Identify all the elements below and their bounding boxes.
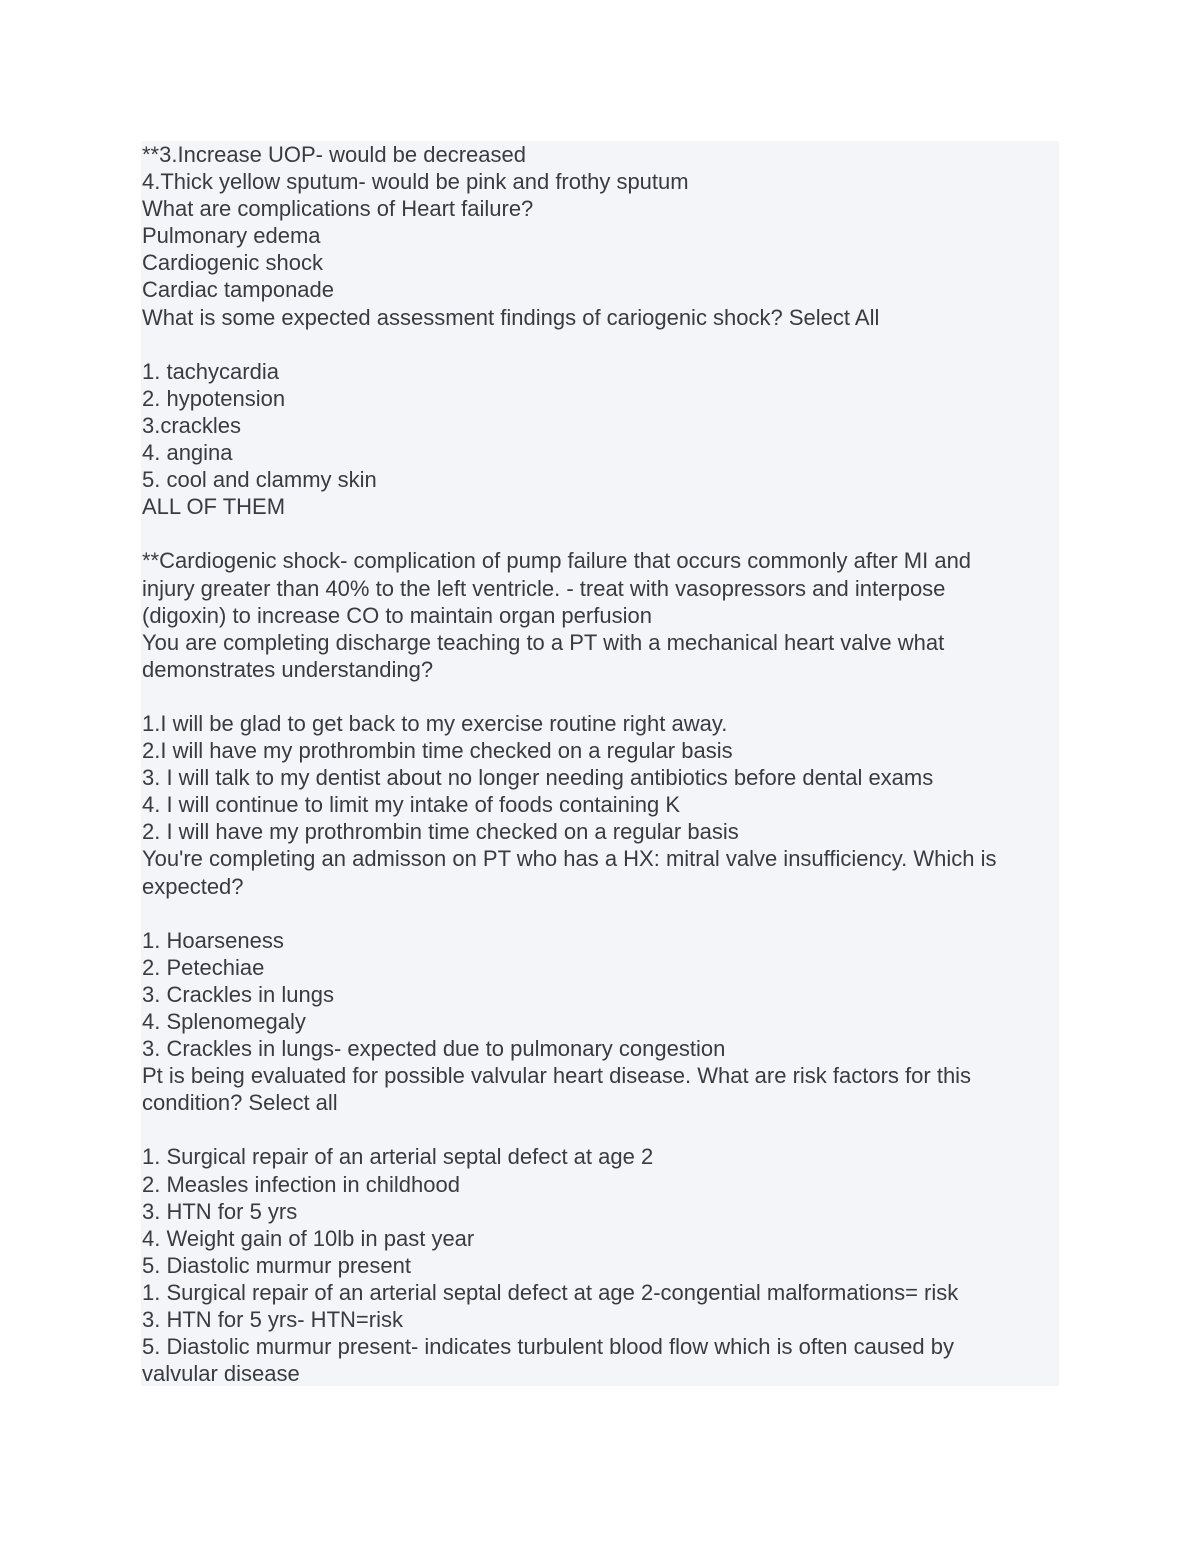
- blank-line: [142, 1116, 1058, 1143]
- answer-line: valvular disease: [142, 1361, 300, 1387]
- list-item: 5. cool and clammy skin: [142, 467, 377, 493]
- answer-line: 3. Crackles in lungs- expected due to pulmonary congestion: [142, 1036, 726, 1062]
- answer-line: 5. Diastolic murmur present- indicates turbulent blood flow which is often caused by: [142, 1334, 954, 1360]
- list-item: 3. I will talk to my dentist about no longer needing antibiotics before dental exams: [142, 765, 934, 791]
- list-item: 4. Weight gain of 10lb in past year: [142, 1225, 475, 1251]
- list-item: 3.crackles: [142, 412, 242, 438]
- list-item: 1. Hoarseness: [142, 927, 284, 953]
- question-heading: What is some expected assessment findings of cariogenic shock? Select All: [142, 304, 880, 330]
- question-heading: Pt is being evaluated for possible valvular heart disease. What are risk factors for this: [142, 1063, 972, 1089]
- question-heading: You're completing an admisson on PT who has a HX: mitral valve insufficiency. Which is: [142, 846, 997, 872]
- list-item: 4. I will continue to limit my intake of foods containing K: [142, 792, 681, 818]
- list-item: 5. Diastolic murmur present: [142, 1252, 411, 1278]
- list-item: 3. Crackles in lungs: [142, 981, 334, 1007]
- list-item: 2. Measles infection in childhood: [142, 1171, 460, 1197]
- list-item: 1. Surgical repair of an arterial septal defect at age 2: [142, 1144, 654, 1170]
- question-heading: demonstrates understanding?: [142, 656, 434, 682]
- list-item: Cardiac tamponade: [142, 277, 335, 303]
- text-line: injury greater than 40% to the left ventricle. - treat with vasopressors and interpose: [142, 575, 946, 601]
- question-heading: What are complications of Heart failure?: [142, 196, 534, 222]
- list-item: 2. Petechiae: [142, 954, 265, 980]
- question-heading: condition? Select all: [142, 1090, 338, 1116]
- answer-line: ALL OF THEM: [142, 494, 286, 520]
- text-line: **3.Increase UOP- would be decreased: [142, 142, 526, 167]
- list-item: 2. hypotension: [142, 385, 286, 411]
- list-item: Pulmonary edema: [142, 223, 321, 249]
- answer-line: 1. Surgical repair of an arterial septal defect at age 2-congential malformations= risk: [142, 1279, 959, 1305]
- blank-line: [142, 520, 1058, 547]
- text-line: 4.Thick yellow sputum- would be pink and frothy sputum: [142, 169, 689, 195]
- list-item: 1. tachycardia: [142, 358, 279, 384]
- answer-line: 2. I will have my prothrombin time checked on a regular basis: [142, 819, 739, 845]
- list-item: 4. angina: [142, 440, 233, 466]
- document-text-body: [142, 141, 1058, 1387]
- blank-line: [142, 683, 1058, 710]
- list-item: 1.I will be glad to get back to my exercise routine right away.: [142, 710, 728, 736]
- list-item: 2.I will have my prothrombin time checked on a regular basis: [142, 738, 733, 764]
- question-heading: You are completing discharge teaching to a PT with a mechanical heart valve what: [142, 629, 945, 655]
- answer-line: 3. HTN for 5 yrs- HTN=risk: [142, 1307, 403, 1333]
- list-item: 3. HTN for 5 yrs: [142, 1198, 298, 1224]
- list-item: 4. Splenomegaly: [142, 1009, 306, 1034]
- blank-line: [142, 900, 1058, 927]
- text-line: **Cardiogenic shock- complication of pump failure that occurs commonly after MI and: [142, 548, 972, 574]
- question-heading: expected?: [142, 873, 244, 899]
- text-line: (digoxin) to increase CO to maintain organ perfusion: [142, 602, 652, 628]
- blank-line: [142, 331, 1058, 358]
- list-item: Cardiogenic shock: [142, 250, 323, 276]
